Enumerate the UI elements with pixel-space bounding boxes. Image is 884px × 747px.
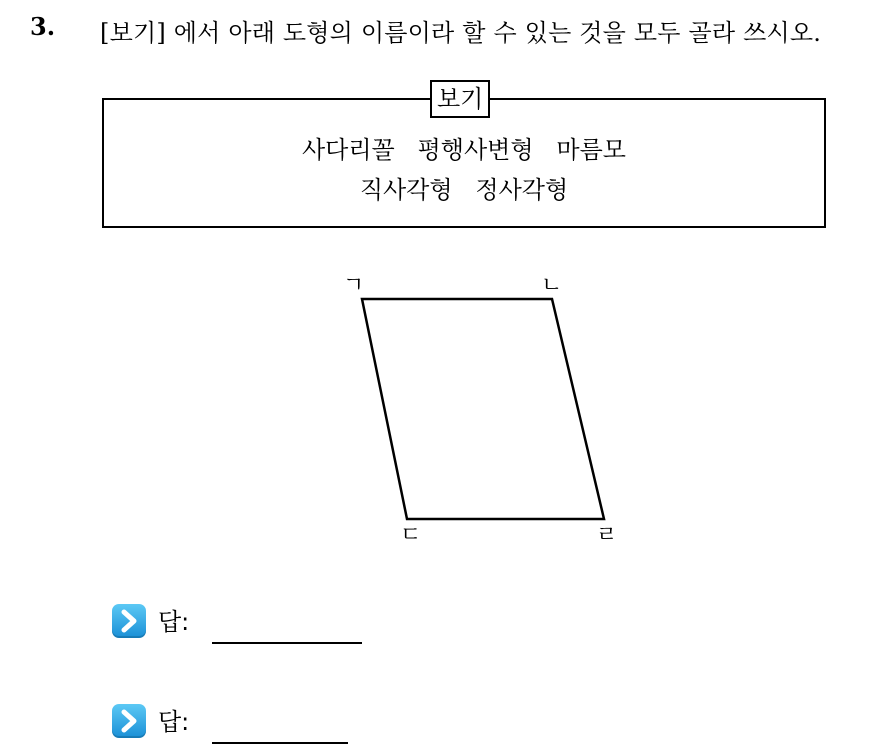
parallelogram-shape [362, 299, 604, 519]
vertex-label-bottom-right: ㄹ [596, 523, 618, 548]
parallelogram-figure [330, 270, 650, 550]
vertex-label-top-right: ㄴ [541, 273, 563, 298]
answer-blank-1[interactable] [212, 642, 362, 644]
chevron-right-icon [112, 604, 146, 638]
answer-label: 답: [158, 708, 190, 736]
question-number: 3. [30, 12, 56, 41]
answer-label: 답: [158, 608, 190, 636]
chevron-right-icon [112, 704, 146, 738]
question-text: [보기] 에서 아래 도형의 이름이라 할 수 있는 것을 모두 골라 쓰시오. [100, 19, 822, 47]
bogi-title: 보기 [430, 80, 490, 118]
bogi-choices-row-2: 직사각형 정사각형 [359, 176, 569, 204]
vertex-label-top-left: ㄱ [343, 273, 365, 298]
answer-blank-2[interactable] [212, 742, 348, 744]
vertex-label-bottom-left: ㄷ [400, 523, 422, 548]
bogi-choices-row-1: 사다리꼴 평행사변형 마름모 [302, 136, 626, 164]
